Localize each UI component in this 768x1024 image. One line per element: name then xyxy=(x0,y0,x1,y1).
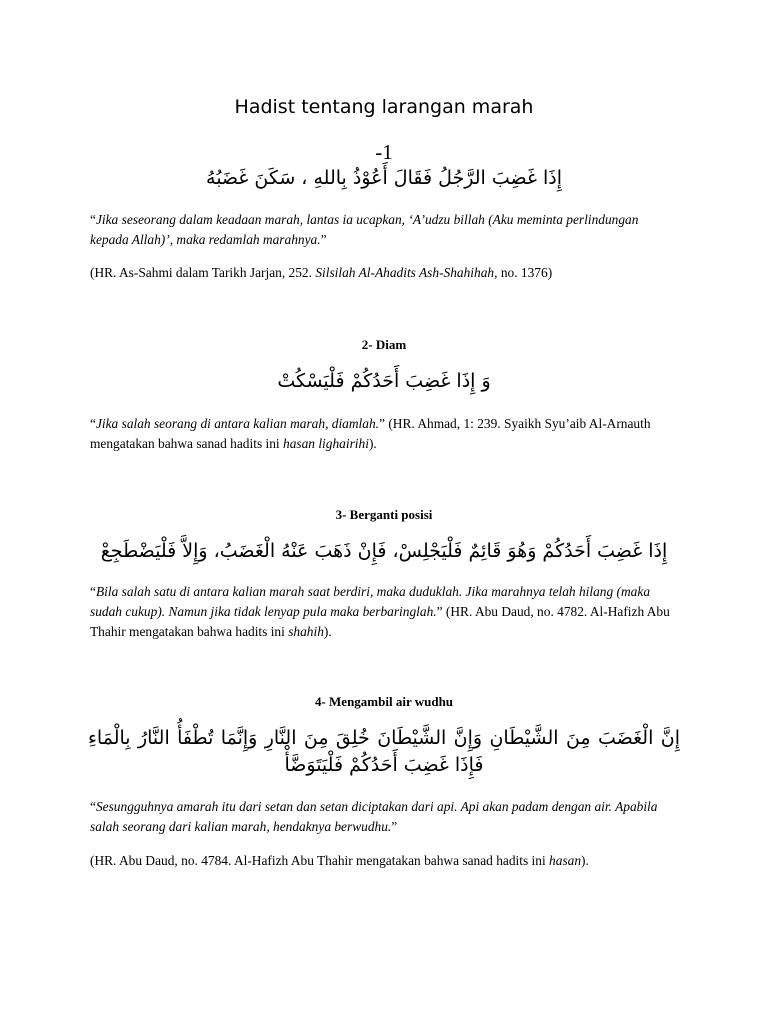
section-3-translation: “Bila salah satu di antara kalian marah saat berdiri, maka duduklah. Jika marahnya telah hilang (maka sudah cukup). Namun jika tidak lenyap pula maka berbaringlah.” (HR. Abu Daud, no. 4782. Al-Hafizh Abu Thahir mengatakan bahwa hadits ini shahih). xyxy=(90,584,670,639)
section-1-heading: -1 xyxy=(375,140,393,164)
page-title: Hadist tentang larangan marah xyxy=(234,96,534,118)
section-3-quote: Bila salah satu di antara kalian marah saat berdiri, maka duduklah. Jika marahnya telah hilang (maka sudah cukup). Namun jika tidak lenyap pula maka berbaringlah. xyxy=(90,584,651,619)
section-3-arabic-text: إِذَا غَضِبَ أَحَدُكُمْ وَهُوَ قَائِمٌ فَلْيَجْلِسْ، فَإِنْ ذَهَبَ عَنْهُ الْغَضَبُ، وَإِلاَّ فَلْيَضْطَجِعْ xyxy=(100,540,668,562)
section-1-source: (HR. As-Sahmi dalam Tarikh Jarjan, 252. Silsilah Al-Ahadits Ash-Shahihah, no. 1376) xyxy=(90,265,553,280)
section-4-source: (HR. Abu Daud, no. 4784. Al-Hafizh Abu Thahir mengatakan bahwa sanad hadits ini hasan). xyxy=(90,853,589,868)
section-2-arabic-text: وَ إِذَا غَضِبَ أَحَدُكُمْ فَلْيَسْكُتْ xyxy=(277,370,491,392)
section-3-heading: 3- Berganti posisi xyxy=(335,507,433,522)
section-1-arabic-text: إِذَا غَضِبَ الرَّجُلُ فَقَالَ أَعُوْذُ بِاللهِ ، سَكَنَ غَضَبُهُ xyxy=(206,167,562,189)
section-2-quote: Jika salah seorang di antara kalian marah, diamlah. xyxy=(95,416,380,431)
section-1-quote: Jika seseorang dalam keadaan marah, lantas ia ucapkan, ‘A’udzu billah (Aku meminta perlindungan kepada Allah)’, maka redamlah marahnya. xyxy=(90,212,639,247)
section-2-translation: “Jika salah seorang di antara kalian marah, diamlah.” (HR. Ahmad, 1: 239. Syaikh Syu’aib Al-Arnauth mengatakan bahwa sanad hadits ini hasan lighairihi). xyxy=(90,416,651,451)
section-4-quote: Sesungguhnya amarah itu dari setan dan setan diciptakan dari api. Api akan padam dengan air. Apabila salah seorang dari kalian marah, hendaknya berwudhu. xyxy=(90,799,658,834)
section-2-heading: 2- Diam xyxy=(361,337,407,352)
section-4-heading: 4- Mengambil air wudhu xyxy=(314,694,454,709)
section-1-translation: “Jika seseorang dalam keadaan marah, lantas ia ucapkan, ‘A’udzu billah (Aku meminta perlindungan kepada Allah)’, maka redamlah marahnya.” xyxy=(90,212,639,247)
section-4-arabic-text: إِنَّ الْغَضَبَ مِنَ الشَّيْطَانِ وَإِنَّ الشَّيْطَانَ خُلِقَ مِنَ النَّارِ وَإِنَّمَا تُطْفَأُ النَّارُ بِالْمَاءِ فَإِذَا غَضِبَ أَحَدُكُمْ فَلْيَتَوَضَّأْ xyxy=(88,727,680,776)
section-4-translation: “Sesungguhnya amarah itu dari setan dan setan diciptakan dari api. Api akan padam dengan air. Apabila salah seorang dari kalian marah, hendaknya berwudhu.” xyxy=(90,799,658,834)
